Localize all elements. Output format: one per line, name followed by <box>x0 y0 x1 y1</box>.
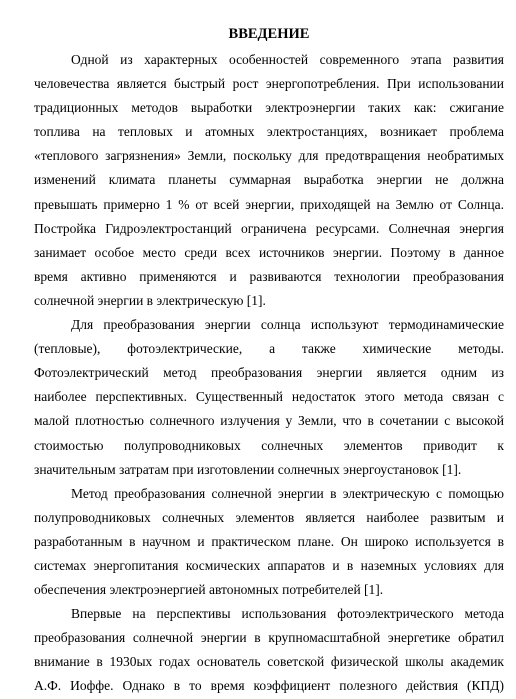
text-line: разработанным в научном и практическом плане. Он широко используется в <box>34 533 504 549</box>
text-line: Постройка Гидроэлектростанций ограничена ресурсами. Солнечная энергия <box>34 220 504 236</box>
text-line: стоимостью полупроводниковых солнечных элементов приводит к <box>34 437 504 453</box>
text-line: солнечной энергии в электрическую [1]. <box>34 292 266 308</box>
text-line: системах энергопитания космических аппаратов и в наземных условиях для <box>34 557 504 573</box>
text-line: топлива на тепловых и атомных электростанциях, возникает проблема <box>34 124 504 140</box>
text-line: изменений климата планеты суммарная выработка энергии не должна <box>34 172 504 188</box>
document-title: ВВЕДЕНИЕ <box>228 26 310 42</box>
text-line: полупроводниковых солнечных элементов является наиболее развитым и <box>34 509 504 525</box>
text-line: время активно применяются и развиваются технологии преобразования <box>34 268 504 284</box>
paragraph-1 <box>34 48 504 313</box>
text-line: «теплового загрязнения» Земли, поскольку для предотвращения необратимых <box>34 148 504 164</box>
paragraph-2 <box>34 313 504 482</box>
text-line: наиболее перспективных. Существенный недостаток этого метода связан с <box>34 389 504 405</box>
text-line: Для преобразования энергии солнца используют термодинамические <box>71 317 504 333</box>
text-line: обеспечения электроэнергией автономных потребителей [1]. <box>34 582 384 598</box>
text-line: Фотоэлектрический метод преобразования энергии является одним из <box>34 365 504 381</box>
text-line: преобразования солнечной энергии в крупномасштабной энергетике обратил <box>34 630 504 646</box>
text-line: традиционных методов выработки электроэнергии таких как: сжигание <box>34 100 504 116</box>
document-page <box>34 24 504 699</box>
text-line: превышать примерно 1 % от всей энергии, приходящей на Землю от Солнца. <box>34 196 504 212</box>
text-line: Метод преобразования солнечной энергии в электрическую с помощью <box>71 485 504 501</box>
text-line: (тепловые), фотоэлектрические, а также химические методы. <box>34 341 504 357</box>
text-line: А.Ф. Иоффе. Однако в то время коэффициент полезного действия (КПД) <box>34 678 504 694</box>
text-line: человечества является быстрый рост энергопотребления. При использовании <box>34 76 504 92</box>
text-line: значительным затратам при изготовлении солнечных энергоустановок [1]. <box>34 461 462 477</box>
text-line: Одной из характерных особенностей современного этапа развития <box>71 52 504 67</box>
paragraph-4 <box>34 602 504 698</box>
text-line: малой плотностью солнечного излучения у Земли, что в сочетании с высокой <box>34 413 504 429</box>
paragraph-3 <box>34 482 504 602</box>
text-line: Впервые на перспективы использования фотоэлектрического метода <box>71 606 504 622</box>
text-line: внимание в 1930ых годах основатель советской физической школы академик <box>34 654 504 670</box>
text-line: занимает особое место среди всех источников энергии. Поэтому в данное <box>34 244 504 260</box>
